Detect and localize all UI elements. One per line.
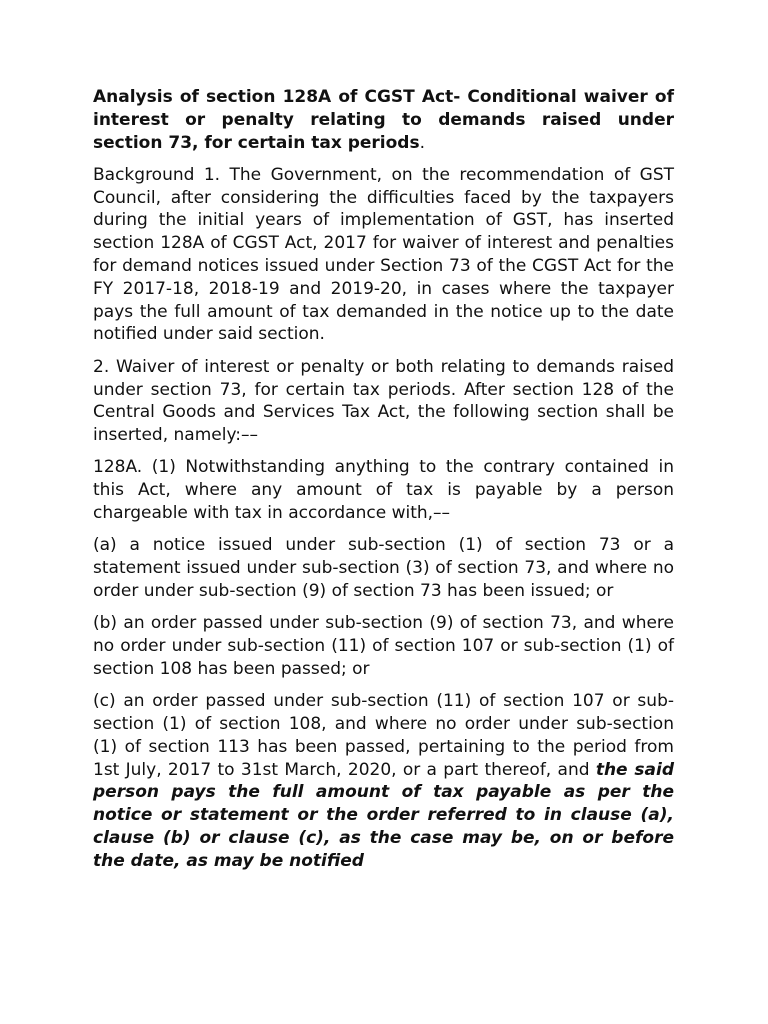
- clause-c-text: (c) an order passed under sub-section (11) of section 107 or sub-section (1) of section 108, and where no order under sub-section (1) of section 113 has been passed, pertaining to the period from 1st July, 2017 to 31st March, 2020, or a part thereof, and: [93, 691, 674, 780]
- clause-c-emphasis: the said person pays the full amount of tax payable as per the notice or statement or the order referred to in clause (a), clause (b) or clause (c), as the case may be, on or before the date, as may be notified: [93, 759, 674, 871]
- title-period: .: [419, 132, 425, 153]
- clause-a-paragraph: (a) a notice issued under sub-section (1) of section 73 or a statement issued under sub-section (3) of section 73, and where no order under sub-section (9) of section 73 has been issued; or: [93, 535, 674, 601]
- clause-b-paragraph: (b) an order passed under sub-section (9) of section 73, and where no order under sub-section (11) of section 107 or sub-section (1) of section 108 has been passed; or: [93, 613, 674, 679]
- section-128a-paragraph: 128A. (1) Notwithstanding anything to the contrary contained in this Act, where any amount of tax is payable by a person chargeable with tax in accordance with,––: [93, 457, 674, 524]
- clause-c-paragraph: [93, 690, 674, 872]
- title-text: Analysis of section 128A of CGST Act- Conditional waiver of interest or penalty relating to demands raised under section 73, for certain tax periods: [93, 87, 674, 153]
- document-page: [93, 86, 674, 882]
- insertion-paragraph: 2. Waiver of interest or penalty or both relating to demands raised under section 73, for certain tax periods. After section 128 of the Central Goods and Services Tax Act, the following section shall be inserted, namely:––: [93, 356, 674, 446]
- document-title: [93, 86, 674, 154]
- background-paragraph: Background 1. The Government, on the recommendation of GST Council, after considering the difficulties faced by the taxpayers during the initial years of implementation of GST, has inserted section 128A of CGST Act, 2017 for waiver of interest and penalties for demand notices issued under Section 73 of the CGST Act for the FY 2017-18, 2018-19 and 2019-20, in cases where the taxpayer pays the full amount of tax demanded in the notice up to the date notified under said section.: [93, 164, 674, 345]
